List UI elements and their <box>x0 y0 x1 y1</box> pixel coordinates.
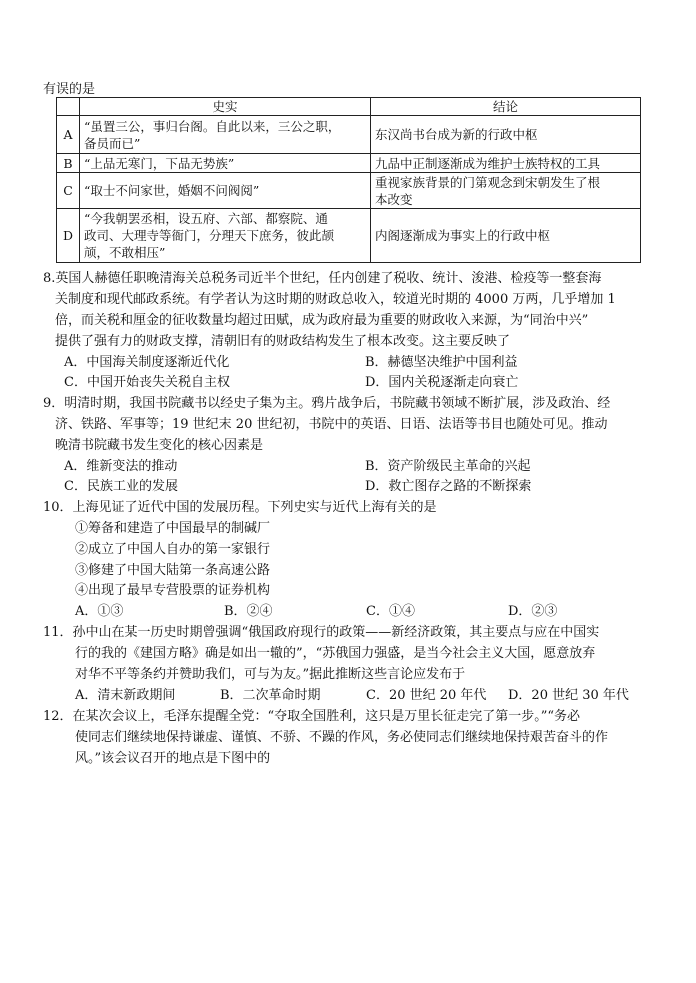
q9-line: 晚清书院藏书发生变化的核心因素是 <box>55 438 264 453</box>
q11-option-d[interactable]: D．20 世纪 30 年代 <box>508 688 629 703</box>
row-label: A <box>57 116 80 154</box>
q9-option-a[interactable]: A．维新变法的推动 <box>64 459 178 474</box>
table-header-row <box>57 98 641 116</box>
conclusion-cell: 内阁逐渐成为事实上的行政中枢 <box>371 209 641 263</box>
table-header-cell <box>57 98 80 116</box>
q10-option-b[interactable]: B．②④ <box>224 604 273 619</box>
q8-option-c[interactable]: C．中国开始丧失关税自主权 <box>64 375 230 390</box>
q10-option-a[interactable]: A．①③ <box>75 604 124 619</box>
q12-line: 使同志们继续地保持谦虚、谨慎、不骄、不躁的作风，务必使同志们继续地保持艰苦奋斗的作 <box>75 730 609 745</box>
q10-stem: 10．上海见证了近代中国的发展历程。下列史实与近代上海有关的是 <box>43 500 437 515</box>
fact-cell <box>80 154 371 173</box>
fact-line: “取士不问家世，婚姻不问阀阅” <box>84 183 260 198</box>
q8-option-a[interactable]: A．中国海关制度逐渐近代化 <box>64 355 230 370</box>
fact-line: “今我朝罢丞相，设五府、六部、都察院、通 <box>84 211 328 226</box>
conclusion-line: 本改变 <box>375 191 413 207</box>
row-label: B <box>57 154 80 173</box>
conclusion-cell <box>371 173 641 209</box>
table-row <box>57 154 641 173</box>
q10-item: ④出现了最早专营股票的证券机构 <box>75 583 271 598</box>
q11-line: 对华不平等条约并赞助我们，可与为友。”据此推断这些言论应发布于 <box>75 667 466 682</box>
q10-item: ②成立了中国人自办的第一家银行 <box>75 542 271 557</box>
q10-item: ①筹备和建造了中国最早的制碱厂 <box>75 521 271 536</box>
q9-option-b[interactable]: B．资产阶级民主革命的兴起 <box>365 459 531 474</box>
q8-line: 8.英国人赫德任职晚清海关总税务司近半个世纪，任内创建了税收、统计、浚港、检疫等一整套海 <box>43 271 602 286</box>
q11-option-c[interactable]: C．20 世纪 20 年代 <box>366 688 487 703</box>
fact-line: 颃，不敢相压” <box>84 245 166 260</box>
table-row <box>57 173 641 209</box>
q11-option-b[interactable]: B．二次革命时期 <box>220 688 321 703</box>
q12-line: 风。”该会议召开的地点是下图中的 <box>75 751 271 766</box>
fact-cell <box>80 173 371 209</box>
q9-line: 济、铁路、军事等；19 世纪末 20 世纪初，书院中的英语、日语、法语等书目也随处可见。推动 <box>55 417 608 432</box>
q8-line: 提供了强有力的财政支撑，清朝旧有的财政结构发生了根本改变。这主要反映了 <box>55 334 511 349</box>
fact-line: “虽置三公，事归台阁。自此以来，三公之职， <box>84 118 341 134</box>
conclusion-cell: 东汉尚书台成为新的行政中枢 <box>371 116 641 154</box>
q10-item: ③修建了中国大陆第一条高速公路 <box>75 563 271 578</box>
table-header-cell: 结论 <box>371 98 641 116</box>
q11-line: 11．孙中山在某一历史时期曾强调“俄国政府现行的政策——新经济政策，其主要点与应在中国实 <box>43 625 600 640</box>
q10-option-d[interactable]: D．②③ <box>508 604 558 619</box>
q11-option-a[interactable]: A．清末新政期间 <box>75 688 176 703</box>
q11-line: 行的我的《建国方略》确是如出一辙的”，“苏俄国力强盛，是当今社会主义大国，愿意放弃 <box>75 646 596 661</box>
table-row <box>57 209 641 263</box>
q9-line: 9．明清时期，我国书院藏书以经史子集为主。鸦片战争后，书院藏书领域不断扩展，涉及政治、经 <box>43 396 611 411</box>
fact-line: 备员而已” <box>84 135 141 151</box>
q9-option-c[interactable]: C．民族工业的发展 <box>64 479 178 494</box>
q8-line: 倍，而关税和厘金的征收数量均超过田赋，成为政府最为重要的财政收入来源，为“同治中兴” <box>55 313 589 328</box>
row-label: C <box>57 173 80 209</box>
q10-option-c[interactable]: C．①④ <box>366 604 415 619</box>
q9-option-d[interactable]: D．救亡图存之路的不断探索 <box>365 479 532 494</box>
conclusion-line: 重视家族背景的门第观念到宋朝发生了根 <box>375 174 601 190</box>
row-label: D <box>57 209 80 263</box>
fact-conclusion-table <box>56 97 641 263</box>
intro-text: 有误的是 <box>43 82 96 97</box>
table-row <box>57 116 641 154</box>
fact-cell <box>80 116 371 154</box>
q8-option-b[interactable]: B．赫德坚决维护中国利益 <box>365 355 518 370</box>
conclusion-cell: 九品中正制逐渐成为维护士族特权的工具 <box>371 154 641 173</box>
q8-line: 关制度和现代邮政系统。有学者认为这时期的财政总收入，较道光时期的 4000 万两，几乎增加 1 <box>55 292 616 307</box>
fact-line: “上品无寒门，下品无势族” <box>84 155 235 171</box>
table-header-cell: 史实 <box>80 98 371 116</box>
q12-line: 12．在某次会议上，毛泽东提醒全党：“夺取全国胜利，这只是万里长征走完了第一步。”“务必 <box>43 709 580 724</box>
q8-option-d[interactable]: D．国内关税逐渐走向衰亡 <box>365 375 519 390</box>
fact-cell <box>80 209 371 263</box>
fact-line: 政司、大理寺等衙门，分理天下庶务，彼此颉 <box>84 228 335 243</box>
